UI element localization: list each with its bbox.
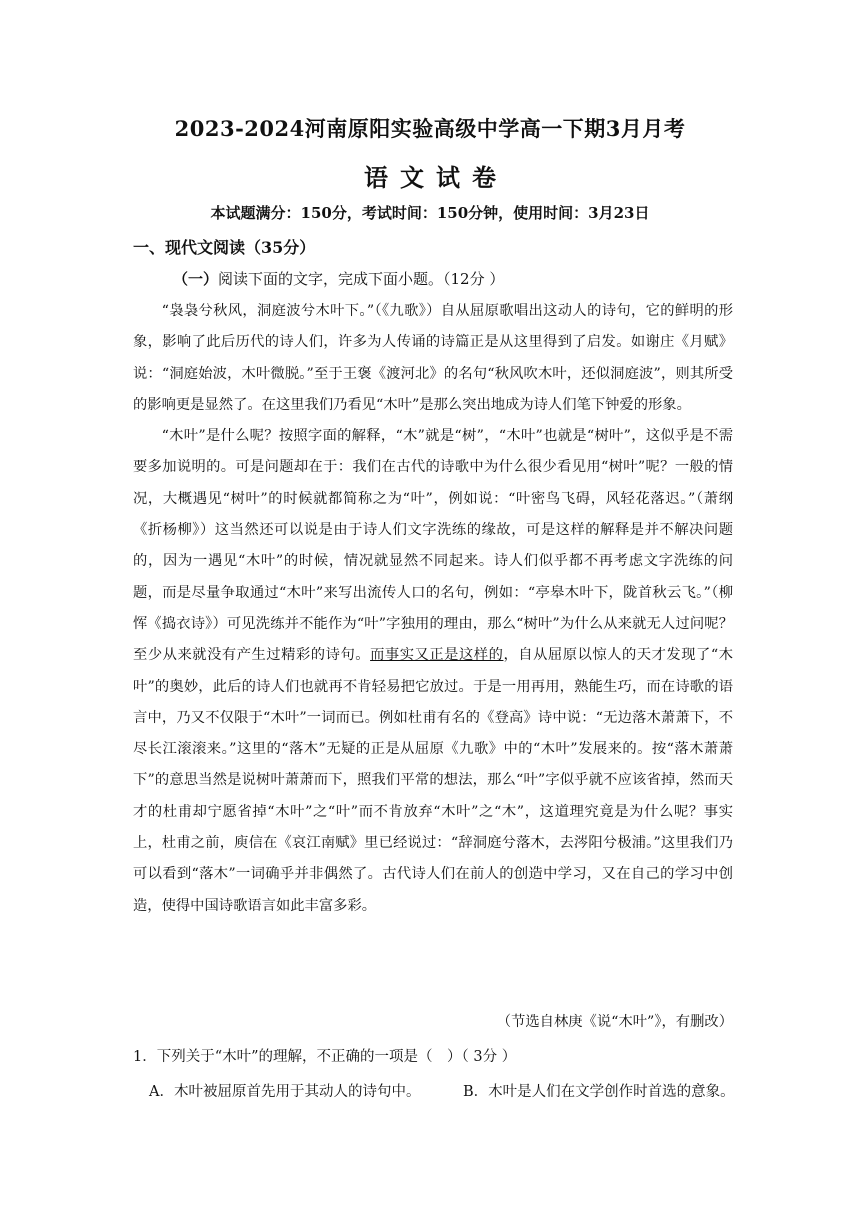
reading-passage [133, 296, 733, 922]
section-heading: 一、现代文阅读（35分） [133, 238, 316, 257]
exam-info: 本试题满分：150分，考试时间：150分钟，使用时间：3月23日 [210, 204, 650, 222]
part-heading [173, 268, 504, 289]
passage-paragraph-2 [133, 421, 733, 922]
part-number: （一） [173, 270, 219, 288]
question-1-stem: 1．下列关于“木叶”的理解，不正确的一项是（ ）（ 3分 ） [133, 1049, 517, 1065]
passage-paragraph-2-rest: ，自从屈原以惊人的天才发现了“木叶”的奥妙，此后的诗人们也就再不肯轻易把它放过。于是一用再用，熟能生巧，而在诗歌的语言中，乃又不仅限于“木叶”一词而已。例如杜甫有名的《登高》诗中说：“无边落木萧萧下，不尽长江滚滚来。”这里的“落木”无疑的正是从屈原《九歌》中的“木叶”发展来的。按“落木萧萧下”的意思当然是说树叶萧萧而下，照我们平常的想法，那么“叶”字似乎就不应该省掉，然而天才的杜甫却宁愿省掉“木叶”之“叶”而不肯放弃“木叶”之“木”，这道理究竟是为什么呢？事实上，杜甫之前，庾信在《哀江南赋》里已经说过：“辞洞庭兮落木，去涔阳兮极浦。”这里我们乃可以看到“落木”一词确乎并非偶然了。古代诗人们在前人的创造中学习，又在自己的学习中创造，使得中国诗歌语言如此丰富多彩。 [133, 647, 734, 914]
question-1-option-b: B．木叶是人们在文学创作时首选的意象。 [463, 1084, 735, 1100]
underlined-sentence: 而事实又正是这样的 [370, 647, 504, 664]
part-instruction: 阅读下面的文字，完成下面小题。（12分 ） [218, 270, 505, 288]
exam-title: 2023-2024河南原阳实验高级中学高一下期3月月考 [174, 116, 686, 141]
question-1-option-a: A．木叶被屈原首先用于其动人的诗句中。 [149, 1084, 421, 1100]
exam-subtitle: 语文试卷 [364, 163, 508, 192]
passage-source: （节选自林庚《说“木叶”》，有删改） [496, 1014, 733, 1030]
passage-paragraph-2-text: “木叶”是什么呢？按照字面的解释，“木”就是“树”，“木叶”也就是“树叶”，这似乎是不需要多加说明的。可是问题却在于：我们在古代的诗歌中为什么很少看见用“树叶”呢？一般的情况，大概遇见“树叶”的时候就都简称之为“叶”，例如说：“叶密鸟飞碍，风轻花落迟。”（萧纲《折杨柳》）这当然还可以说是由于诗人们文字洗练的缘故，可是这样的解释是并不解决问题的，因为一遇见“木叶”的时候，情况就显然不同起来。诗人们似乎都不再考虑文字洗练的问题，而是尽量争取通过“木叶”来写出流传人口的名句，例如：“亭皋木叶下，陇首秋云飞。”（柳恽《捣衣诗》）可见洗练并不能作为“叶”字独用的理由，那么“树叶”为什么从来就无人过问呢？至少从来就没有产生过精彩的诗句。 [133, 428, 733, 664]
passage-paragraph-1: “袅袅兮秋风，洞庭波兮木叶下。”（《九歌》）自从屈原歌唱出这动人的诗句，它的鲜明的形象，影响了此后历代的诗人们，许多为人传诵的诗篇正是从这里得到了启发。如谢庄《月赋》说：“洞庭始波，木叶微脱。”至于王褒《渡河北》的名句“秋风吹木叶，还似洞庭波”，则其所受的影响更是显然了。在这里我们乃看见“木叶”是那么突出地成为诗人们笔下钟爱的形象。 [133, 303, 733, 413]
